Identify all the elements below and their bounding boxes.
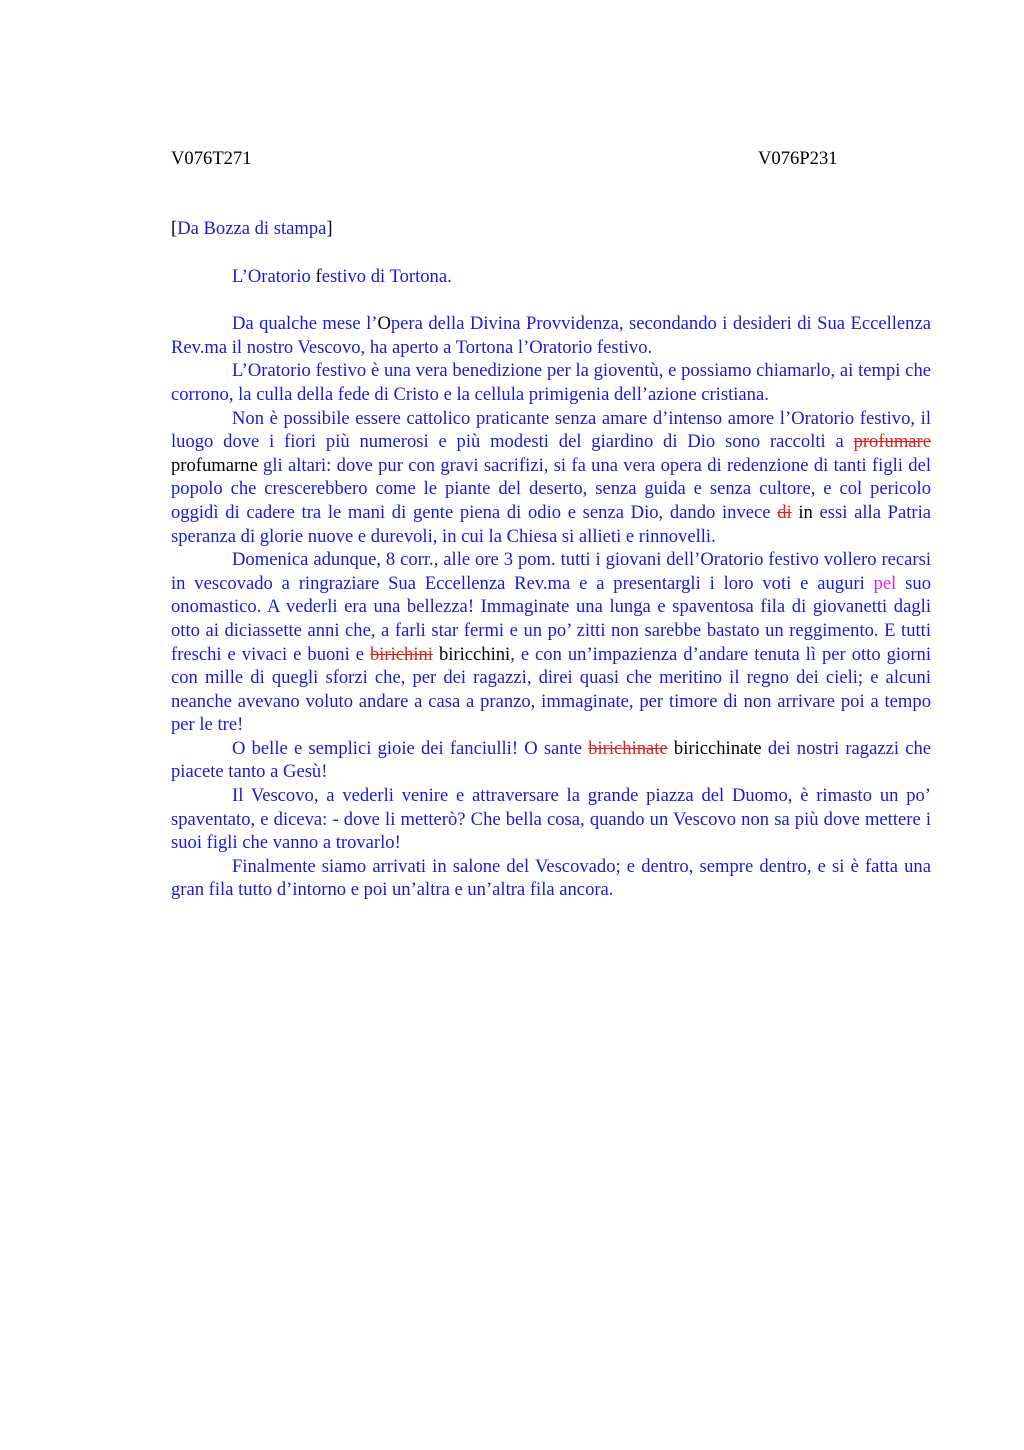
inserted-word: profumarne bbox=[171, 454, 258, 476]
text-run: Il Vescovo, a vederli venire e attraversare la grande piazza del Duomo, è rimasto un po’ spaventato, e diceva: - dove li metterò? Che bella cosa, quando un Vescovo non sa più dove mettere i suoi figli che vanno a trovarlo! bbox=[171, 785, 931, 854]
text-run: , e con un’impazienza d’andare tenuta lì per otto giorni con mille di quegli sforzi che, per dei ragazzi, direi quasi che meritino il regno dei cieli; e alcuni neanche avevano voluto andare a casa a pranzo, immaginate, per timore di non arrivare poi a tempo per le tre! bbox=[171, 643, 932, 736]
text-run: essi alla Patria speranza di glorie nuove e durevoli, in cui la Chiesa si allieti e rinnovelli. bbox=[171, 501, 931, 547]
article-title bbox=[171, 265, 931, 289]
title-part: estivo di Tortona. bbox=[321, 265, 452, 287]
text-run: dei nostri ragazzi che piacete tanto a Gesù! bbox=[171, 737, 931, 783]
text-run: Da qualche mese l’ bbox=[232, 313, 378, 335]
paragraph-2 bbox=[171, 359, 931, 406]
text-run: O belle e semplici gioie dei fanciulli! O sante bbox=[232, 737, 589, 759]
text-run: Finalmente siamo arrivati in salone del Vescovado; e dentro, sempre dentro, e si è fatta una gran fila tutto d’intorno e poi un’altra e un’altra fila ancora. bbox=[171, 855, 931, 901]
title-part: L’Oratorio bbox=[232, 265, 316, 287]
highlighted-word: pel bbox=[873, 572, 897, 594]
document-code-left: V076T271 bbox=[171, 148, 252, 169]
paragraph-5 bbox=[171, 737, 931, 784]
text-run: suo onomastico. A vederli era una bellezza! Immaginate una lunga e spaventosa fila di giovanetti dagli otto ai diciassette anni che, a farli star fermi e un po’ zitti non sarebbe bastato un reggimento. E tutti freschi e vivaci e buoni e bbox=[171, 572, 932, 665]
text-run: L’Oratorio festivo è una vera benedizione per la gioventù, e possiamo chiamarlo, ai tempi che corrono, la culla della fede di Cristo e la cellula primigenia dell’azione cristiana. bbox=[171, 360, 931, 405]
deleted-word: birichini bbox=[369, 643, 433, 665]
text-run: pera della Divina Provvidenza, secondando i desideri di Sua Eccellenza Rev.ma il nostro Vescovo, ha aperto a Tortona l’Oratorio festivo. bbox=[171, 313, 931, 358]
paragraph-6 bbox=[171, 784, 931, 855]
title-part: f bbox=[315, 265, 322, 287]
document-code-right: V076P231 bbox=[758, 148, 838, 169]
deleted-word: birichinate bbox=[588, 737, 668, 759]
text-run: gli altari: dove pur con gravi sacrifizi, si fa una vera opera di redenzione di tanti figli del popolo che crescerebbero come le piante del deserto, senza guida e senza cultore, e col pericolo oggidì di cadere tra le mani di gente piena di odio e senza Dio, dando invece bbox=[171, 454, 931, 523]
inserted-word: biricchinate bbox=[667, 737, 762, 759]
paragraph-1 bbox=[171, 312, 931, 359]
paragraph-7 bbox=[171, 855, 931, 902]
inserted-word: in bbox=[791, 501, 813, 523]
text-run: O bbox=[377, 313, 391, 335]
paragraph-4 bbox=[171, 548, 931, 737]
inserted-word: biricchini bbox=[432, 643, 511, 665]
document-body bbox=[171, 217, 931, 902]
text-run: Non è possibile essere cattolico praticante senza amare d’intenso amore l’Oratorio festivo, il luogo dove i fiori più numerosi e più modesti del giardino di Dio sono raccolti a bbox=[171, 407, 931, 453]
text-run: Domenica adunque, 8 corr., alle ore 3 pom. tutti i giovani dell’Oratorio festivo vollero recarsi in vescovado a ringraziare Sua Eccellenza Rev.ma e a presentargli i loro voti e auguri bbox=[171, 549, 931, 594]
source-text: Da Bozza di stampa bbox=[177, 218, 327, 239]
source-bracket-open: [ bbox=[171, 218, 178, 239]
deleted-word: di bbox=[777, 501, 792, 523]
source-bracket-close: ] bbox=[326, 218, 333, 239]
deleted-word: profumare bbox=[853, 431, 931, 453]
source-note bbox=[171, 217, 931, 241]
paragraph-3 bbox=[171, 407, 931, 549]
